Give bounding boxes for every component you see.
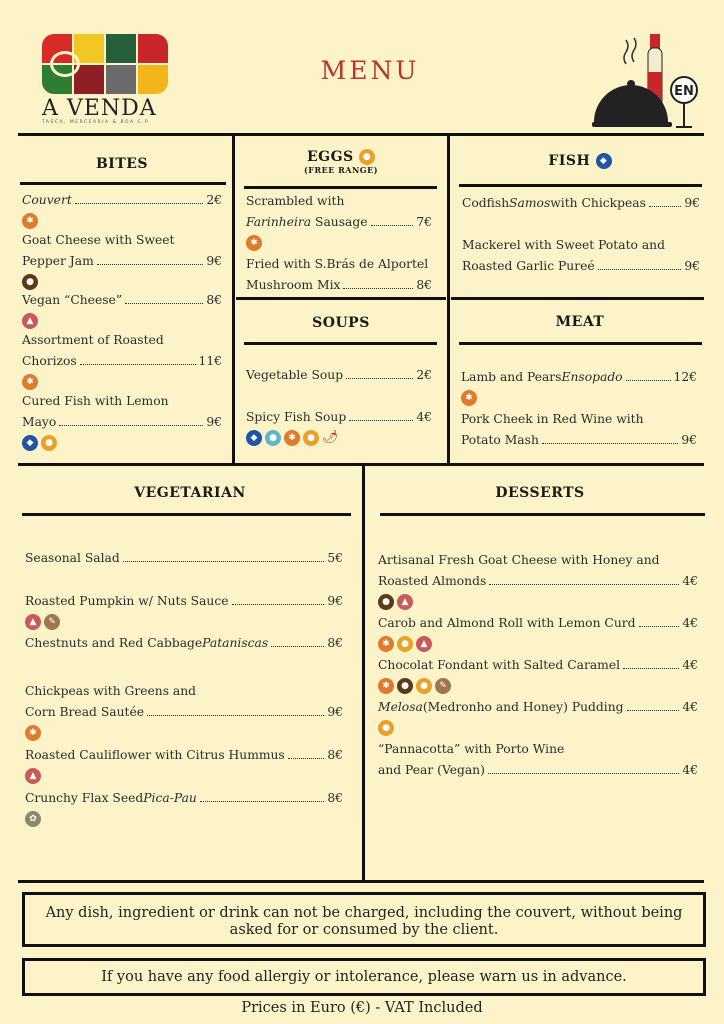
soups-title: SOUPS	[312, 315, 370, 331]
egg-icon: ●	[359, 149, 375, 165]
egg-icon: ●	[41, 435, 57, 451]
nuts-icon: ●	[397, 678, 413, 694]
gluten-icon: ✱	[22, 213, 38, 229]
menu-item: Mackerel with Sweet Potato and Roasted Garlic Pureé 9€	[462, 238, 700, 273]
menu-item: Scrambled with Farinheira Sausage 7€ ✱	[246, 191, 432, 251]
charge-notice: Any dish, ingredient or drink can not be charged, including the couvert, without being asked for or consumed by the client.	[22, 892, 706, 947]
meat-title: MEAT	[555, 314, 605, 330]
menu-item: Pork Cheek in Red Wine with Potato Mash 9€	[461, 412, 697, 447]
allergy-notice: If you have any food allergiy or intolerance, please warn us in advance.	[22, 958, 706, 996]
menu-item: Spicy Fish Soup 4€ ◆ ● ✱ ● 🌶	[246, 410, 432, 445]
menu-item: Chestnuts and Red Cabbage Pataniscas 8€	[25, 636, 343, 650]
menu-item: Goat Cheese with Sweet Pepper Jam 9€ ●	[22, 230, 222, 290]
brand-subtitle: TASCA, MERCEARIA & BOA C.P	[42, 120, 150, 125]
gluten-icon: ✱	[284, 430, 300, 446]
bites-title: BITES	[95, 156, 149, 172]
egg-icon: ●	[416, 678, 432, 694]
menu-item: Artisanal Fresh Goat Cheese with Honey and Roasted Almonds 4€ ● ▲	[378, 550, 698, 610]
desserts-title: DESSERTS	[495, 485, 585, 501]
gluten-icon: ✱	[22, 374, 38, 390]
nuts-icon: ●	[22, 274, 38, 290]
gluten-icon: ✱	[378, 636, 394, 652]
menu-item: Cured Fish with Lemon Mayo 9€ ◆ ●	[22, 391, 222, 451]
sesame-icon: ✎	[44, 614, 60, 630]
menu-item: Roasted Pumpkin w/ Nuts Sauce 9€ ▲ ✎	[25, 591, 343, 630]
milk-icon: ▲	[416, 636, 432, 652]
menu-item: Chocolat Fondant with Salted Caramel 4€ ✱ ● ● ✎	[378, 655, 698, 694]
fish-icon: ◆	[596, 153, 612, 169]
logo-mark	[42, 34, 168, 94]
chili-pepper-icon: 🌶	[321, 429, 339, 445]
nuts-icon: ●	[378, 594, 394, 610]
egg-icon: ●	[397, 636, 413, 652]
soy-icon: ✿	[25, 811, 41, 827]
menu-item: Vegan “Cheese” 8€ ▲	[22, 290, 222, 329]
cloche-wine-icon	[592, 32, 702, 132]
page-title: MENU	[320, 56, 420, 85]
fish-icon: ◆	[246, 430, 262, 446]
fish-title: FISH ◆	[455, 153, 705, 169]
menu-item: Couvert 2€ ✱	[22, 190, 222, 229]
eggs-subtitle: (FREE RANGE)	[304, 165, 378, 175]
menu-item: Seasonal Salad 5€	[25, 551, 343, 565]
milk-icon: ▲	[25, 768, 41, 784]
menu-item: Crunchy Flax Seed Pica-Pau 8€ ✿	[25, 788, 343, 827]
menu-item: Melosa (Medronho and Honey) Pudding 4€ ●	[378, 697, 698, 736]
menu-item: Vegetable Soup 2€	[246, 368, 432, 382]
gluten-icon: ✱	[378, 678, 394, 694]
menu-item: Codfish Samos with Chickpeas 9€	[462, 196, 700, 210]
menu-item: Fried with S.Brás de Alportel Mushroom Mix 8€	[246, 257, 432, 292]
menu-item: “Pannacotta” with Porto Wine and Pear (Vegan) 4€	[378, 742, 698, 777]
vegetarian-title: VEGETARIAN	[134, 485, 246, 501]
prices-note: Prices in Euro (€) - VAT Included	[241, 1000, 483, 1016]
menu-item: Chickpeas with Greens and Corn Bread Sautée 9€ ✱	[25, 681, 343, 741]
menu-item: Carob and Almond Roll with Lemon Curd 4€ ✱ ● ▲	[378, 613, 698, 652]
milk-icon: ▲	[22, 313, 38, 329]
restaurant-logo	[42, 34, 168, 126]
menu-item: Lamb and Pears Ensopado 12€ ✱	[461, 367, 697, 406]
gluten-icon: ✱	[25, 725, 41, 741]
mollusc-icon: ●	[265, 430, 281, 446]
fish-icon: ◆	[22, 435, 38, 451]
egg-icon: ●	[303, 430, 319, 446]
menu-item: Assortment of Roasted Chorizos 11€ ✱	[22, 330, 222, 390]
gluten-icon: ✱	[461, 390, 477, 406]
brand-name: A VENDA	[42, 96, 157, 121]
egg-icon: ●	[378, 720, 394, 736]
menu-item: Roasted Cauliflower with Citrus Hummus 8€ ▲	[25, 745, 343, 784]
sesame-icon: ✎	[435, 678, 451, 694]
gluten-icon: ✱	[246, 235, 262, 251]
milk-icon: ▲	[397, 594, 413, 610]
language-badge: EN	[674, 84, 694, 99]
milk-icon: ▲	[25, 614, 41, 630]
eggs-title: EGGS ● (FREE RANGE)	[238, 149, 444, 175]
